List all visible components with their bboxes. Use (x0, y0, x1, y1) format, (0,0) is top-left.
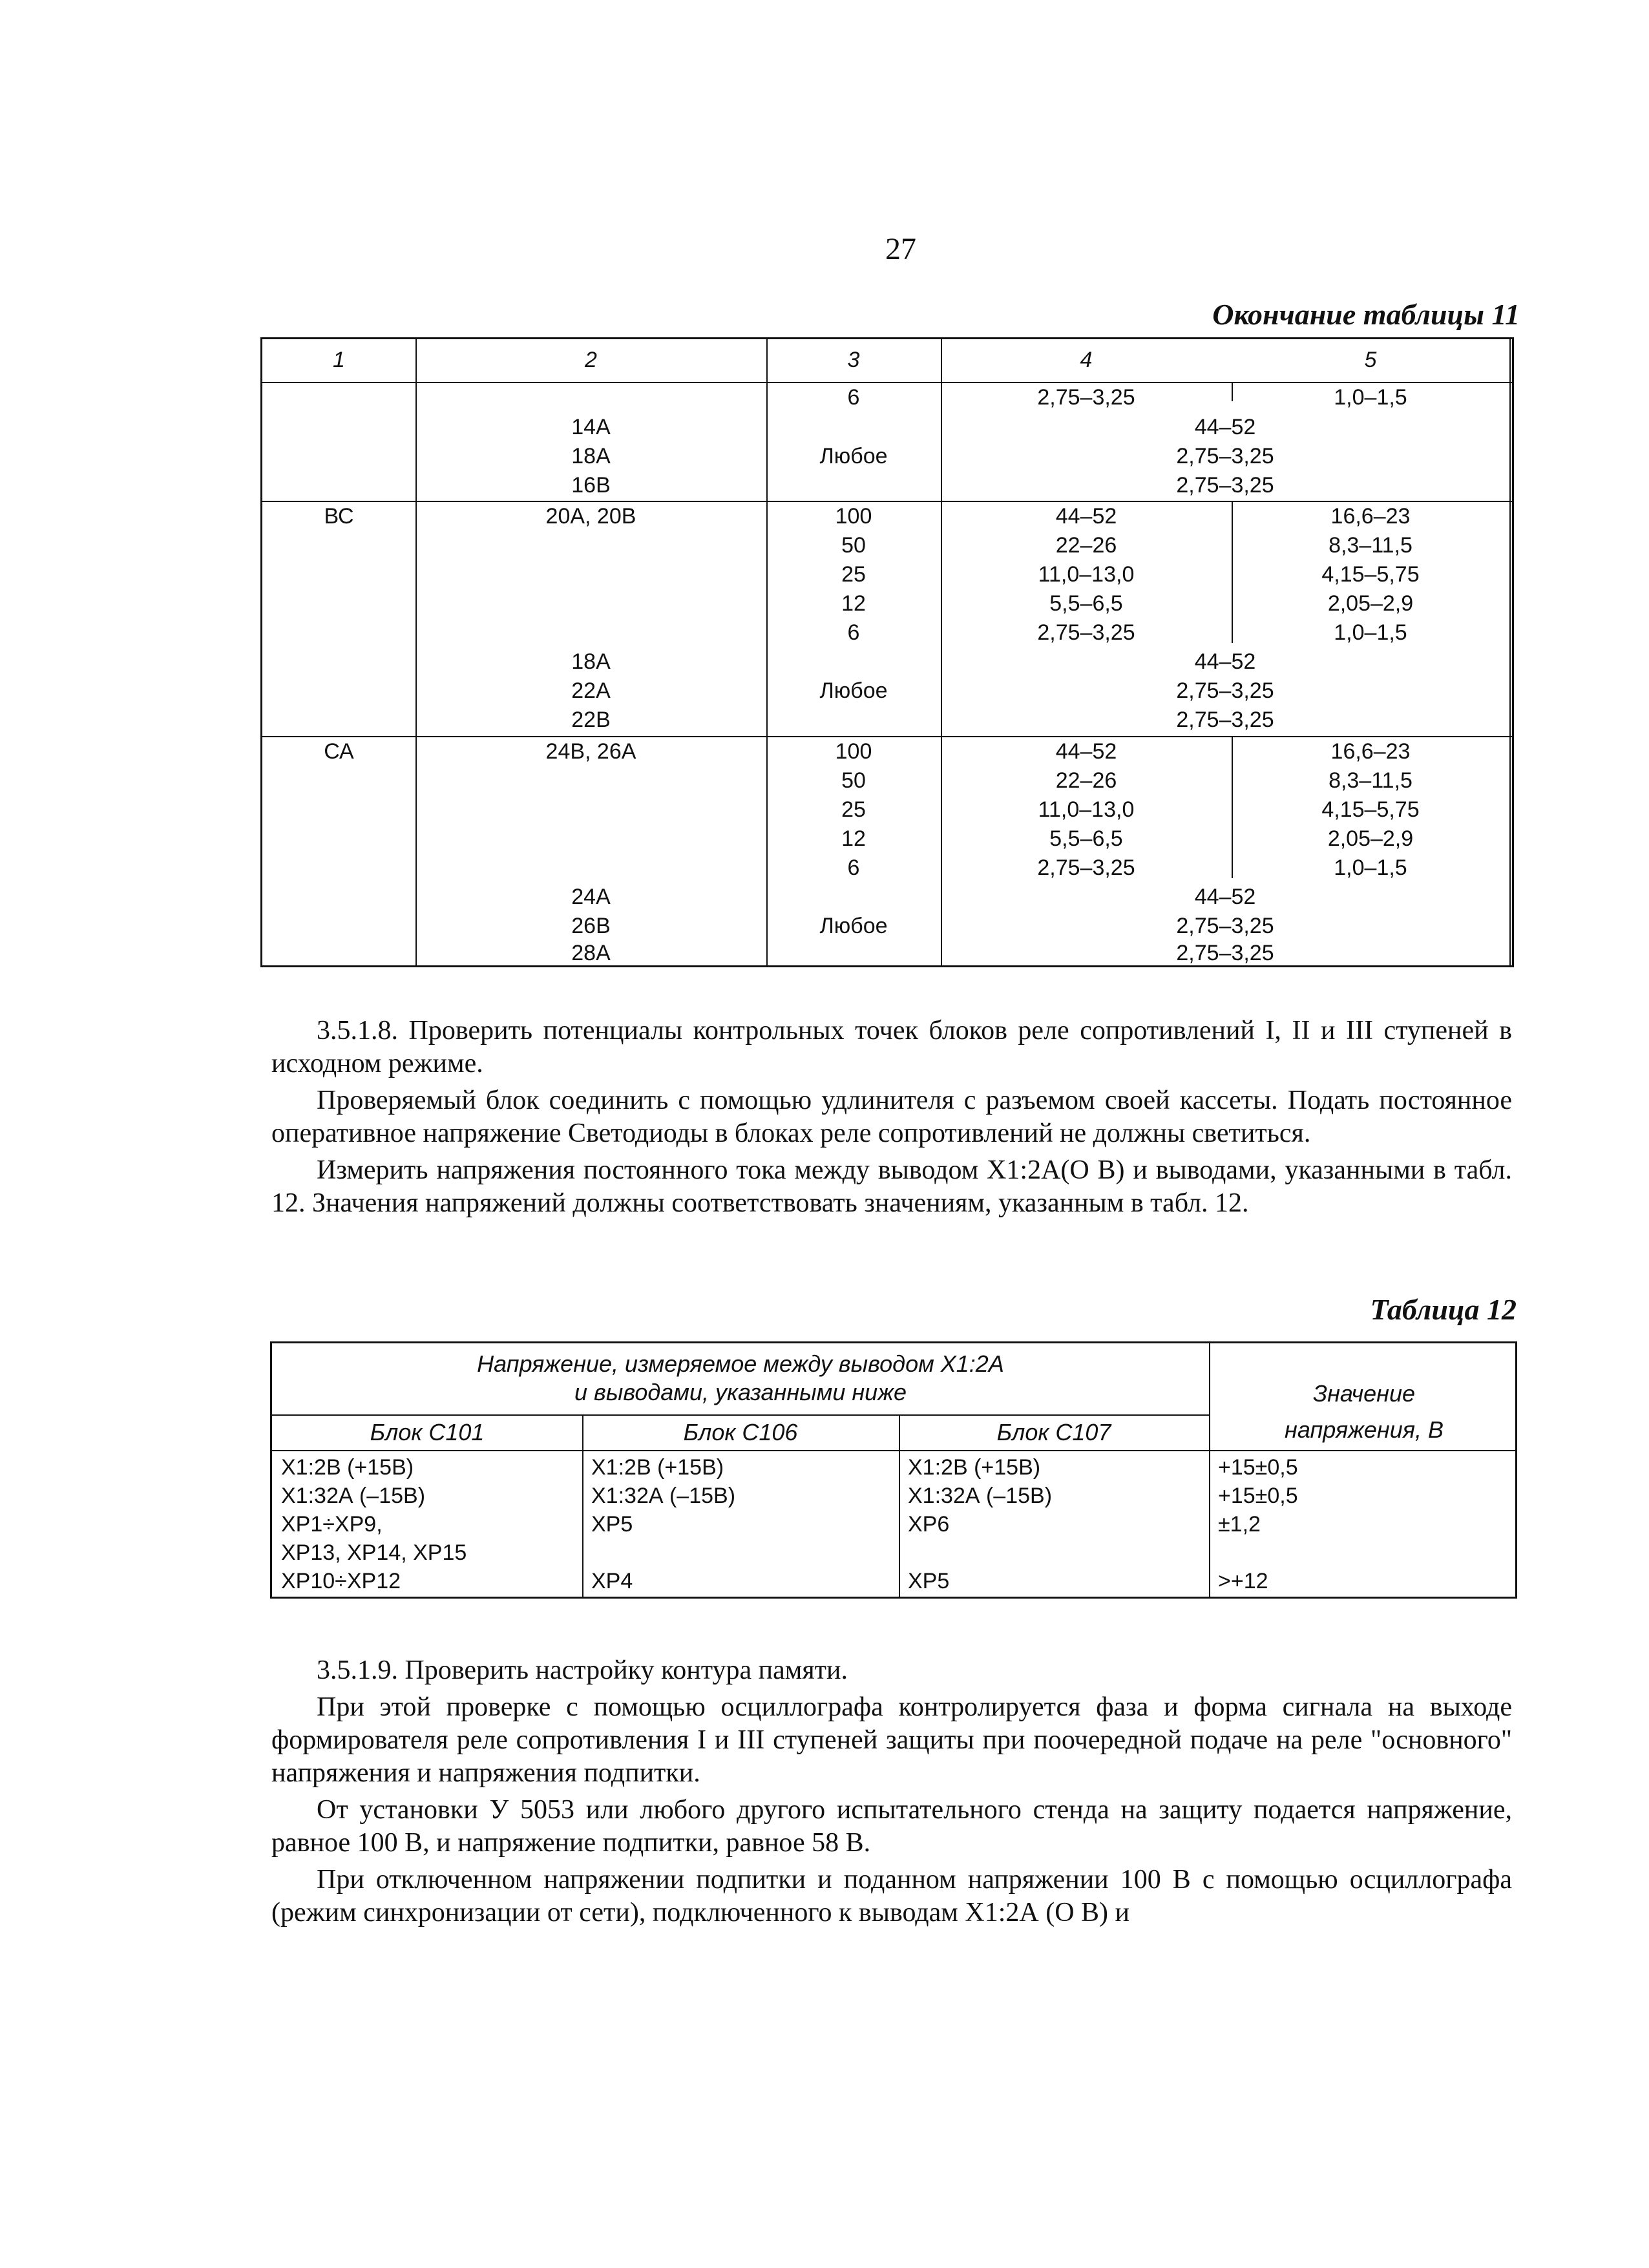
t11-merged-cell: 44–52 (1194, 885, 1256, 909)
t11-cell: 100 (835, 739, 872, 764)
paragraph: 3.5.1.8. Проверить потенциалы контрольных точек блоков реле сопротивлений I, II и III ступеней в исходном режиме. (271, 1016, 1512, 1078)
t11-cell: 14А (571, 415, 611, 439)
t11-cell: 8,3–11,5 (1329, 533, 1413, 558)
t12-col-c106: Блок С106 (683, 1419, 798, 1445)
t11-cell: Любое (819, 914, 888, 938)
t11-cell: 2,05–2,9 (1327, 591, 1414, 616)
t12-cell: >+12 (1218, 1569, 1268, 1593)
t11-cell: 22А (571, 678, 611, 703)
t11-merged-cell: 44–52 (1194, 649, 1256, 674)
t11-merged-cell: 2,75–3,25 (1176, 941, 1274, 965)
t11-header-2: 2 (585, 348, 597, 372)
t12-cell: +15±0,5 (1218, 1455, 1298, 1480)
t12-header-value-2: напряжения, В (1285, 1416, 1444, 1443)
t11-cell: 6 (847, 385, 860, 410)
t11-cell: 16,6–23 (1330, 504, 1411, 529)
section-3-5-1-9 (271, 1654, 1512, 1933)
t11-divider (1509, 339, 1511, 965)
t11-cell: 12 (841, 826, 866, 851)
t11-cell: 25 (841, 562, 866, 587)
t11-cell: 50 (841, 533, 866, 558)
t12-cell: ХР4 (591, 1569, 633, 1593)
t11-cell: 22–26 (1055, 768, 1117, 793)
page-number: 27 (885, 232, 916, 266)
t11-cell: 2,75–3,25 (1037, 620, 1135, 645)
paragraph: При этой проверке с помощью осциллографа контролируется фаза и форма сигнала на выходе формирователя реле сопротивления I и III ступеней защиты при поочередной подаче на реле "основного" напряжения и напряжения подпитки. (271, 1692, 1512, 1788)
t11-cell: 22–26 (1055, 533, 1117, 558)
t11-cell: 12 (841, 591, 866, 616)
t11-cell: 26В (571, 914, 611, 938)
t11-cell: 1,0–1,5 (1334, 385, 1407, 410)
t11-merged-cell: 44–52 (1194, 415, 1256, 439)
table-12 (270, 1341, 1517, 1599)
t11-cell: 16В (571, 473, 611, 498)
t12-cell: ХР5 (591, 1512, 633, 1537)
t11-cell: 25 (841, 797, 866, 822)
t12-line (272, 1414, 1209, 1416)
t11-cell: Любое (819, 444, 888, 468)
t11-cell: 1,0–1,5 (1334, 620, 1407, 645)
t11-cell: 5,5–6,5 (1049, 826, 1123, 851)
t12-cell: Х1:2В (+15В) (908, 1455, 1041, 1480)
t11-cell: 16,6–23 (1330, 739, 1411, 764)
paragraph: 3.5.1.9. Проверить настройку контура памяти. (317, 1655, 848, 1685)
t12-cell: ±1,2 (1218, 1512, 1261, 1537)
t11-cell: 11,0–13,0 (1038, 562, 1135, 587)
t12-cell: Х1:32А (–15В) (591, 1484, 736, 1508)
t12-cell: Х1:32А (–15В) (281, 1484, 426, 1508)
t11-header-5: 5 (1364, 348, 1377, 372)
t11-cell: 4,15–5,75 (1321, 797, 1420, 822)
t11-cell: 50 (841, 768, 866, 793)
t12-cell: ХР5 (908, 1569, 950, 1593)
t11-merged-cell: 2,75–3,25 (1176, 708, 1274, 732)
t11-cell: 18А (571, 649, 611, 674)
t11-merged-cell: 2,75–3,25 (1176, 914, 1274, 938)
paragraph: При отключенном напряжении подпитки и поданном напряжении 100 В с помощью осциллографа (режим синхронизации от сети), подключенного к выводам Х1:2А (О В) и (271, 1865, 1512, 1927)
t12-cell: ХР6 (908, 1512, 950, 1537)
t11-cell: 24А (571, 885, 611, 909)
t12-cell: Х1:2В (+15В) (591, 1455, 724, 1480)
t11-cell: 6 (847, 620, 860, 645)
t12-col-c101: Блок С101 (370, 1419, 485, 1445)
t11-cell: 2,05–2,9 (1327, 826, 1414, 851)
t11-cell: 5,5–6,5 (1049, 591, 1123, 616)
t11-header-1: 1 (333, 348, 345, 372)
t12-line (272, 1450, 1515, 1451)
t11-cell: 44–52 (1055, 504, 1117, 529)
t11-merged-cell: 2,75–3,25 (1176, 473, 1274, 498)
t12-cell: ХР10÷ХР12 (281, 1569, 401, 1593)
t11-cell: 100 (835, 504, 872, 529)
t11-cell: 24В, 26А (545, 739, 636, 764)
t12-header-main-2: и выводами, указанными ниже (574, 1379, 907, 1405)
t11-cell: 8,3–11,5 (1329, 768, 1413, 793)
t12-header-main-1: Напряжение, измеряемое между выводом Х1:2А (477, 1350, 1004, 1377)
table11-caption: Окончание таблицы 11 (1212, 298, 1520, 331)
t11-group-label: ВС (324, 504, 354, 529)
t11-cell: 1,0–1,5 (1334, 856, 1407, 880)
t11-cell: 2,75–3,25 (1037, 856, 1135, 880)
t11-merged-cell: 2,75–3,25 (1176, 444, 1274, 468)
table-11 (260, 337, 1514, 967)
t12-cell: ХР13, ХР14, ХР15 (281, 1540, 467, 1565)
t12-cell: Х1:32А (–15В) (908, 1484, 1053, 1508)
t11-header-4: 4 (1080, 348, 1093, 372)
t11-cell: 28А (571, 941, 611, 965)
t12-header-value-1: Значение (1312, 1380, 1416, 1407)
t11-cell: 20А, 20В (545, 504, 636, 529)
t11-cell: 11,0–13,0 (1038, 797, 1135, 822)
t11-merged-cell: 2,75–3,25 (1176, 678, 1274, 703)
t12-cell: Х1:2В (+15В) (281, 1455, 414, 1480)
t11-cell: 44–52 (1055, 739, 1117, 764)
paragraph: От установки У 5053 или любого другого испытательного стенда на защиту подается напряжение, равное 100 В, и напряжение подпитки, равное 58 В. (271, 1795, 1512, 1858)
t11-cell: 18А (571, 444, 611, 468)
paragraph: Проверяемый блок соединить с помощью удлинителя с разъемом своей кассеты. Подать постоянное оперативное напряжение Светодиоды в блоках реле сопротивлений не должны светиться. (271, 1086, 1512, 1148)
table12-caption: Таблица 12 (1370, 1293, 1517, 1326)
t12-col-c107: Блок С107 (996, 1419, 1111, 1445)
t11-cell: 2,75–3,25 (1037, 385, 1135, 410)
t12-cell: +15±0,5 (1218, 1484, 1298, 1508)
t11-header-3: 3 (847, 348, 860, 372)
t11-cell: 4,15–5,75 (1321, 562, 1420, 587)
section-3-5-1-8 (271, 1014, 1512, 1224)
paragraph: Измерить напряжения постоянного тока между выводом Х1:2А(О В) и выводами, указанными в табл. 12. Значения напряжений должны соответствовать значениям, указанным в табл. 12. (271, 1155, 1512, 1218)
t11-cell: Любое (819, 678, 888, 703)
t11-group-label: СА (324, 739, 354, 764)
t11-cell: 22В (571, 708, 611, 732)
t12-cell: ХР1÷ХР9, (281, 1512, 383, 1537)
t11-cell: 6 (847, 856, 860, 880)
